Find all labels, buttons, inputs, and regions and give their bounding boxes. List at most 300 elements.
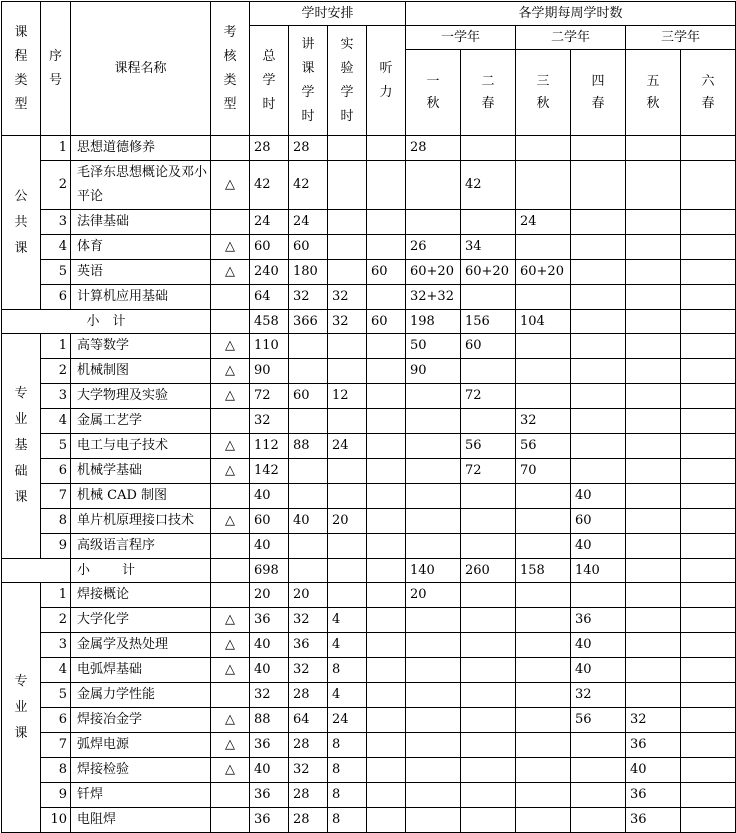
total-cell: 142 [250, 459, 289, 484]
table-row [2, 484, 736, 509]
s1-cell: 50 [406, 334, 461, 359]
subtotal-s2-cell: 156 [461, 310, 516, 334]
s4-cell: 40 [571, 484, 626, 509]
s1-cell [406, 534, 461, 559]
header-lecture [289, 26, 328, 136]
s6-cell [681, 583, 736, 608]
s6-cell [681, 210, 736, 235]
course-type-cell [2, 136, 41, 310]
seq-cell: 2 [41, 161, 71, 210]
s2-cell [461, 484, 516, 509]
listen-cell [367, 285, 406, 310]
lab-cell [328, 210, 367, 235]
s1-cell [406, 608, 461, 633]
lecture-cell: 28 [289, 683, 328, 708]
lab-cell [328, 409, 367, 434]
seq-cell: 9 [41, 534, 71, 559]
lab-cell: 24 [328, 434, 367, 459]
subtotal-label: 小 计 [2, 310, 211, 334]
s6-cell [681, 608, 736, 633]
s3-cell [516, 758, 571, 783]
s4-cell [571, 758, 626, 783]
lab-cell [328, 583, 367, 608]
subtotal-blank [2, 559, 71, 583]
s5-cell [626, 260, 681, 285]
s4-cell [571, 285, 626, 310]
subtotal-s3-cell: 158 [516, 559, 571, 583]
table-row [2, 708, 736, 733]
listen-cell [367, 658, 406, 683]
header-weekly-group: 各学期每周学时数 [406, 2, 736, 26]
s2-cell [461, 608, 516, 633]
seq-cell: 8 [41, 758, 71, 783]
table-row [2, 210, 736, 235]
total-cell: 32 [250, 683, 289, 708]
s5-cell [626, 583, 681, 608]
s2-cell [461, 136, 516, 161]
course-name-cell: 机械 CAD 制图 [71, 484, 211, 509]
s1-cell [406, 210, 461, 235]
lab-cell [328, 136, 367, 161]
header-sem5 [626, 50, 681, 136]
s4-cell: 40 [571, 633, 626, 658]
listen-cell [367, 235, 406, 260]
exam-cell: △ [211, 459, 250, 484]
seq-cell: 3 [41, 210, 71, 235]
s4-cell [571, 235, 626, 260]
s6-cell [681, 384, 736, 409]
s2-cell: 72 [461, 384, 516, 409]
total-cell: 40 [250, 658, 289, 683]
header-type-text: 课程类型 [14, 24, 28, 112]
exam-cell [211, 583, 250, 608]
subtotal-lab-cell: 32 [328, 310, 367, 334]
s6-cell [681, 434, 736, 459]
listen-cell [367, 633, 406, 658]
s4-cell [571, 161, 626, 210]
total-cell: 60 [250, 509, 289, 534]
exam-cell [211, 683, 250, 708]
s4-cell [571, 136, 626, 161]
lecture-cell: 32 [289, 758, 328, 783]
s1-cell: 90 [406, 359, 461, 384]
s4-cell: 40 [571, 658, 626, 683]
table-row [2, 758, 736, 783]
s4-cell: 40 [571, 534, 626, 559]
s2-cell: 56 [461, 434, 516, 459]
seq-cell: 3 [41, 633, 71, 658]
course-name-cell: 毛泽东思想概论及邓小平论 [71, 161, 211, 210]
lab-cell [328, 161, 367, 210]
lecture-cell: 180 [289, 260, 328, 285]
s6-cell [681, 509, 736, 534]
listen-cell [367, 608, 406, 633]
exam-cell [211, 409, 250, 434]
listen-cell [367, 210, 406, 235]
s5-cell [626, 434, 681, 459]
s6-cell [681, 136, 736, 161]
exam-cell: △ [211, 658, 250, 683]
seq-cell: 7 [41, 484, 71, 509]
lecture-cell [289, 459, 328, 484]
subtotal-listen-cell [367, 559, 406, 583]
s6-cell [681, 285, 736, 310]
s2-cell [461, 285, 516, 310]
s5-cell: 32 [626, 708, 681, 733]
lecture-cell: 32 [289, 658, 328, 683]
course-type-cell [2, 334, 41, 559]
lecture-cell: 40 [289, 509, 328, 534]
lecture-cell: 64 [289, 708, 328, 733]
header-name: 课程名称 [71, 2, 211, 136]
course-name-cell: 体育 [71, 235, 211, 260]
s4-cell: 36 [571, 608, 626, 633]
s2-cell [461, 808, 516, 833]
exam-cell [211, 484, 250, 509]
s6-cell [681, 235, 736, 260]
total-cell: 40 [250, 534, 289, 559]
lab-cell: 32 [328, 285, 367, 310]
s5-cell [626, 359, 681, 384]
listen-cell [367, 733, 406, 758]
course-name-cell: 大学物理及实验 [71, 384, 211, 409]
s2-cell [461, 509, 516, 534]
seq-cell: 6 [41, 708, 71, 733]
table-row [2, 409, 736, 434]
lecture-cell: 60 [289, 235, 328, 260]
listen-cell [367, 758, 406, 783]
lab-cell [328, 459, 367, 484]
s4-cell [571, 583, 626, 608]
course-name-cell: 电工与电子技术 [71, 434, 211, 459]
s6-cell [681, 733, 736, 758]
course-name-cell: 焊接冶金学 [71, 708, 211, 733]
s2-cell [461, 359, 516, 384]
course-name-cell: 机械学基础 [71, 459, 211, 484]
subtotal-row [2, 310, 736, 334]
listen-cell [367, 683, 406, 708]
total-cell: 240 [250, 260, 289, 285]
total-cell: 24 [250, 210, 289, 235]
s5-cell [626, 235, 681, 260]
exam-cell: △ [211, 733, 250, 758]
course-name-cell: 金属学及热处理 [71, 633, 211, 658]
header-year1: 一学年 [406, 26, 516, 50]
course-name-cell: 英语 [71, 260, 211, 285]
s5-cell [626, 136, 681, 161]
header-sem3 [516, 50, 571, 136]
s3-cell [516, 509, 571, 534]
seq-cell: 5 [41, 683, 71, 708]
header-type [2, 2, 41, 136]
listen-cell: 60 [367, 260, 406, 285]
total-cell: 40 [250, 633, 289, 658]
table-row [2, 509, 736, 534]
lab-cell: 8 [328, 758, 367, 783]
total-cell: 32 [250, 409, 289, 434]
exam-cell: △ [211, 334, 250, 359]
s1-cell [406, 459, 461, 484]
table-header [2, 2, 736, 136]
exam-cell: △ [211, 161, 250, 210]
s3-cell [516, 534, 571, 559]
lecture-cell [289, 409, 328, 434]
s1-cell: 20 [406, 583, 461, 608]
header-sem1-text: 一秋 [426, 73, 440, 111]
seq-cell: 4 [41, 658, 71, 683]
s3-cell [516, 484, 571, 509]
s1-cell [406, 384, 461, 409]
lecture-cell [289, 534, 328, 559]
seq-cell: 1 [41, 334, 71, 359]
table-row [2, 384, 736, 409]
listen-cell [367, 509, 406, 534]
course-name-cell: 思想道德修养 [71, 136, 211, 161]
seq-cell: 6 [41, 285, 71, 310]
s4-cell [571, 459, 626, 484]
s5-cell [626, 459, 681, 484]
table-row [2, 658, 736, 683]
total-cell: 90 [250, 359, 289, 384]
header-listen [367, 26, 406, 136]
total-cell: 36 [250, 783, 289, 808]
seq-cell: 3 [41, 384, 71, 409]
s1-cell: 26 [406, 235, 461, 260]
exam-cell: △ [211, 235, 250, 260]
listen-cell [367, 334, 406, 359]
exam-cell: △ [211, 608, 250, 633]
s1-cell [406, 434, 461, 459]
total-cell: 88 [250, 708, 289, 733]
lecture-cell: 28 [289, 733, 328, 758]
table-row [2, 583, 736, 608]
subtotal-exam-cell [211, 310, 250, 334]
header-sem6-text: 六春 [701, 73, 715, 111]
s3-cell: 60+20 [516, 260, 571, 285]
total-cell: 72 [250, 384, 289, 409]
subtotal-row [2, 559, 736, 583]
s6-cell [681, 161, 736, 210]
exam-cell: △ [211, 633, 250, 658]
course-name-cell: 单片机原理接口技术 [71, 509, 211, 534]
s1-cell: 32+32 [406, 285, 461, 310]
subtotal-total-cell: 458 [250, 310, 289, 334]
lecture-cell: 20 [289, 583, 328, 608]
s5-cell [626, 484, 681, 509]
s2-cell: 60 [461, 334, 516, 359]
s2-cell [461, 210, 516, 235]
subtotal-s6-cell [681, 310, 736, 334]
table-row [2, 608, 736, 633]
s5-cell [626, 658, 681, 683]
exam-cell: △ [211, 434, 250, 459]
lab-cell [328, 484, 367, 509]
listen-cell [367, 808, 406, 833]
header-sem4 [571, 50, 626, 136]
lecture-cell: 28 [289, 783, 328, 808]
s3-cell [516, 235, 571, 260]
lecture-cell: 42 [289, 161, 328, 210]
s5-cell: 36 [626, 808, 681, 833]
header-lab-text: 实验学时 [340, 36, 354, 124]
s2-cell [461, 633, 516, 658]
s4-cell [571, 808, 626, 833]
s1-cell: 60+20 [406, 260, 461, 285]
exam-cell: △ [211, 359, 250, 384]
s2-cell [461, 758, 516, 783]
s1-cell [406, 808, 461, 833]
subtotal-s4-cell [571, 310, 626, 334]
s3-cell [516, 658, 571, 683]
lab-cell: 4 [328, 633, 367, 658]
table-row [2, 136, 736, 161]
course-type-cell [2, 583, 41, 833]
total-cell: 112 [250, 434, 289, 459]
table-row [2, 359, 736, 384]
lab-cell: 24 [328, 708, 367, 733]
lecture-cell [289, 484, 328, 509]
s6-cell [681, 359, 736, 384]
course-name-cell: 电弧焊基础 [71, 658, 211, 683]
subtotal-s1-cell: 140 [406, 559, 461, 583]
s1-cell: 28 [406, 136, 461, 161]
exam-cell [211, 534, 250, 559]
subtotal-s6-cell [681, 559, 736, 583]
lecture-cell: 32 [289, 285, 328, 310]
s5-cell [626, 509, 681, 534]
s2-cell: 42 [461, 161, 516, 210]
lab-cell: 8 [328, 808, 367, 833]
lecture-cell: 24 [289, 210, 328, 235]
course-name-cell: 焊接检验 [71, 758, 211, 783]
header-sem6 [681, 50, 736, 136]
header-sem5-text: 五秋 [646, 73, 660, 111]
total-cell: 42 [250, 161, 289, 210]
header-sem4-text: 四春 [591, 73, 605, 111]
s5-cell [626, 334, 681, 359]
s6-cell [681, 808, 736, 833]
s5-cell: 36 [626, 733, 681, 758]
s5-cell [626, 534, 681, 559]
exam-cell: △ [211, 758, 250, 783]
s4-cell: 56 [571, 708, 626, 733]
seq-cell: 7 [41, 733, 71, 758]
s3-cell [516, 359, 571, 384]
s2-cell [461, 409, 516, 434]
table-body [2, 136, 736, 833]
exam-cell: △ [211, 509, 250, 534]
seq-cell: 5 [41, 434, 71, 459]
listen-cell [367, 708, 406, 733]
s4-cell [571, 260, 626, 285]
s3-cell [516, 733, 571, 758]
total-cell: 36 [250, 733, 289, 758]
table-row [2, 334, 736, 359]
subtotal-lab-cell [328, 559, 367, 583]
s2-cell [461, 534, 516, 559]
s6-cell [681, 484, 736, 509]
s3-cell: 70 [516, 459, 571, 484]
course-name-cell: 大学化学 [71, 608, 211, 633]
s6-cell [681, 633, 736, 658]
header-seq-text: 序号 [48, 48, 62, 88]
s3-cell [516, 708, 571, 733]
header-total [250, 26, 289, 136]
lecture-cell [289, 359, 328, 384]
subtotal-lecture-cell: 366 [289, 310, 328, 334]
table-row [2, 161, 736, 210]
lab-cell [328, 359, 367, 384]
course-name-cell: 计算机应用基础 [71, 285, 211, 310]
course-name-cell: 焊接概论 [71, 583, 211, 608]
exam-cell [211, 210, 250, 235]
table-row [2, 808, 736, 833]
total-cell: 40 [250, 758, 289, 783]
listen-cell [367, 161, 406, 210]
header-exam [211, 2, 250, 136]
s5-cell [626, 285, 681, 310]
total-cell: 20 [250, 583, 289, 608]
table-row [2, 235, 736, 260]
s5-cell [626, 683, 681, 708]
s4-cell [571, 359, 626, 384]
s1-cell [406, 758, 461, 783]
subtotal-listen-cell: 60 [367, 310, 406, 334]
s5-cell [626, 633, 681, 658]
s6-cell [681, 534, 736, 559]
seq-cell: 2 [41, 359, 71, 384]
header-seq [41, 2, 71, 136]
s1-cell [406, 658, 461, 683]
lab-cell: 12 [328, 384, 367, 409]
seq-cell: 6 [41, 459, 71, 484]
total-cell: 36 [250, 808, 289, 833]
listen-cell [367, 359, 406, 384]
seq-cell: 1 [41, 583, 71, 608]
total-cell: 64 [250, 285, 289, 310]
exam-cell [211, 808, 250, 833]
s5-cell: 40 [626, 758, 681, 783]
s6-cell [681, 758, 736, 783]
s3-cell [516, 161, 571, 210]
course-name-cell: 机械制图 [71, 359, 211, 384]
table-row [2, 459, 736, 484]
listen-cell [367, 583, 406, 608]
s3-cell [516, 683, 571, 708]
s6-cell [681, 683, 736, 708]
listen-cell [367, 409, 406, 434]
header-listen-text: 听力 [379, 60, 393, 100]
s6-cell [681, 260, 736, 285]
table-row [2, 260, 736, 285]
s3-cell [516, 633, 571, 658]
table-row [2, 733, 736, 758]
header-sem3-text: 三秋 [536, 73, 550, 111]
exam-cell [211, 285, 250, 310]
course-name-cell: 钎焊 [71, 783, 211, 808]
header-lab [328, 26, 367, 136]
exam-cell [211, 136, 250, 161]
curriculum-table [1, 1, 736, 833]
subtotal-exam-cell [211, 559, 250, 583]
lab-cell: 4 [328, 608, 367, 633]
header-total-text: 总学时 [262, 48, 276, 112]
seq-cell: 1 [41, 136, 71, 161]
table-row [2, 534, 736, 559]
lab-cell: 8 [328, 658, 367, 683]
header-sem2 [461, 50, 516, 136]
exam-cell: △ [211, 260, 250, 285]
